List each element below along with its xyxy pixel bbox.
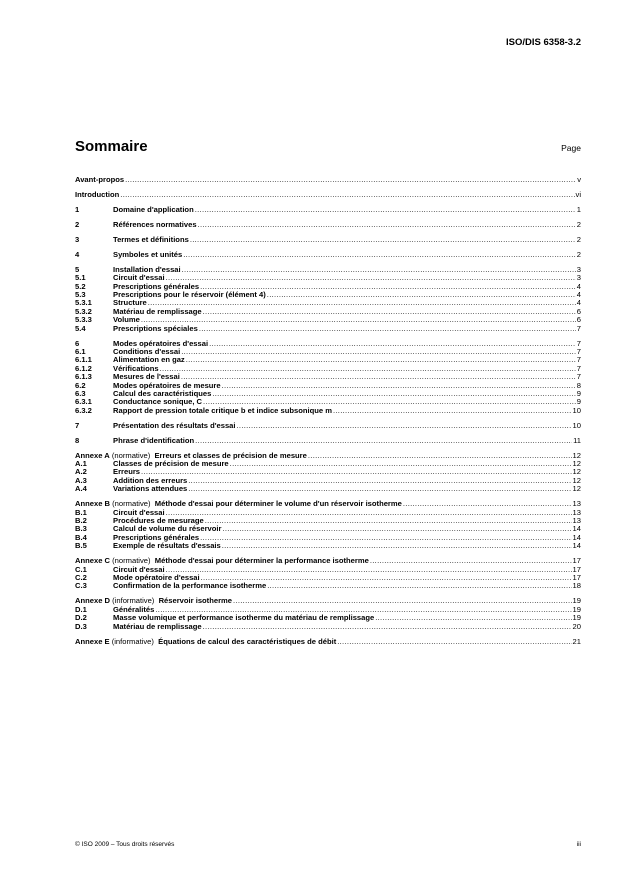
- toc-dot-leader: [166, 274, 576, 282]
- toc-entry-page: 21: [572, 636, 581, 646]
- toc-entry-title: [113, 325, 198, 333]
- toc-entry-page: 6: [576, 315, 581, 325]
- toc-dot-leader: [308, 452, 572, 460]
- toc-dot-leader: [233, 597, 572, 605]
- toc-dot-leader: [205, 517, 572, 525]
- toc-entry-number: A.1: [75, 459, 87, 469]
- toc-entry-page: 17: [572, 572, 581, 582]
- toc-entry-label: Volume: [113, 315, 140, 325]
- toc-dot-leader: [148, 299, 576, 307]
- toc-dot-leader: [370, 557, 572, 565]
- toc-entry-page: 17: [572, 556, 581, 566]
- toc-entry-label: Réservoir isotherme: [158, 596, 233, 606]
- toc-entry-number: D.1: [75, 604, 87, 614]
- toc-entry-label: Présentation des résultats d'essai: [113, 420, 236, 430]
- toc-annex-prefix: Annexe A (normative): [75, 450, 155, 460]
- toc-entry[interactable]: [75, 221, 581, 229]
- toc-entry-label: Méthode d'essai pour déterminer la performance isotherme: [154, 556, 369, 566]
- toc-entry-label: Conditions d'essai: [113, 347, 181, 357]
- toc-entry-label: Erreurs et classes de précision de mesure: [154, 450, 307, 460]
- toc-entry-page: 14: [572, 541, 581, 551]
- toc-entry-number: B.3: [75, 524, 87, 534]
- toc-annex-prefix: Annexe C (normative): [75, 556, 155, 566]
- toc-heading: [75, 138, 581, 155]
- toc-entry-page: 4: [576, 298, 581, 308]
- toc-entry-page: 9: [576, 397, 581, 407]
- toc-entry-number: 5.3.2: [75, 306, 92, 316]
- toc-entry-label: Conductance sonique, C: [113, 397, 203, 407]
- toc-entry[interactable]: [75, 460, 581, 468]
- toc-entry-page: 13: [572, 499, 581, 509]
- toc-entry-label: Matériau de remplissage: [113, 306, 202, 316]
- toc-entry-label: Prescriptions spéciales: [113, 323, 198, 333]
- toc-dot-leader: [230, 460, 572, 468]
- toc-entry-label: Circuit d'essai: [113, 507, 165, 517]
- toc-entry-label: Alimentation en gaz: [113, 355, 185, 365]
- toc-entry-page: 13: [572, 516, 581, 526]
- toc-group-gap: [75, 184, 581, 191]
- toc-entry[interactable]: [75, 437, 581, 445]
- toc-dot-leader: [199, 325, 576, 333]
- toc-dot-leader: [237, 422, 572, 430]
- toc-dot-leader: [267, 291, 576, 299]
- toc-entry-label: Termes et définitions: [113, 234, 189, 244]
- toc-entry-number: 6.1.2: [75, 363, 92, 373]
- toc-entry-page: 6: [576, 306, 581, 316]
- toc-entry-label: Rapport de pression totale critique b et indice subsonique m: [113, 405, 332, 415]
- toc-dot-leader: [195, 206, 576, 214]
- toc-entry-label: Méthode d'essai pour déterminer le volume d'un réservoir isotherme: [154, 499, 402, 509]
- toc-entry-label: Symboles et unités: [113, 249, 183, 259]
- toc-entry-label: Classes de précision de mesure: [113, 459, 229, 469]
- toc-entry-page: 14: [572, 532, 581, 542]
- toc-entry-label: Circuit d'essai: [113, 273, 165, 283]
- page-footer: [75, 841, 581, 848]
- toc-entry[interactable]: [75, 422, 581, 430]
- toc-entry[interactable]: [75, 542, 581, 550]
- toc-dot-leader: [188, 477, 571, 485]
- toc-dot-leader: [188, 485, 571, 493]
- toc-dot-leader: [222, 542, 572, 550]
- toc-dot-leader: [182, 266, 576, 274]
- toc-entry-page: 4: [576, 290, 581, 300]
- toc-entry-label: Calcul des caractéristiques: [113, 388, 212, 398]
- toc-entry-title: [113, 485, 187, 493]
- toc-entry-title: [113, 236, 189, 244]
- toc-entry-number: 5.1: [75, 273, 86, 283]
- toc-entry-page: 18: [572, 581, 581, 591]
- toc-entry-page: 19: [572, 613, 581, 623]
- toc-entry-page: v: [577, 175, 581, 184]
- toc-entry-number: 8: [75, 435, 80, 445]
- toc-dot-leader: [181, 348, 576, 356]
- toc-entry-label: Exemple de résultats d'essais: [113, 541, 221, 551]
- toc-entry-number: 4: [75, 249, 80, 259]
- toc-entry-number: 5.3.1: [75, 298, 92, 308]
- toc-entry-page: 12: [572, 484, 581, 494]
- toc-entry-label: Confirmation de la performance isotherme: [113, 581, 267, 591]
- toc-entry-page: 11: [573, 435, 581, 445]
- toc-entry-label: Calcul de volume du réservoir: [113, 524, 222, 534]
- toc-title: Sommaire: [75, 138, 148, 155]
- toc-entry-title: [75, 191, 119, 199]
- toc-entry-page: 7: [576, 323, 581, 333]
- toc-entry-page: 12: [572, 467, 581, 477]
- toc-entry-label: Variations attendues: [113, 484, 188, 494]
- toc-dot-leader: [403, 500, 572, 508]
- toc-entry-label: Domaine d'application: [113, 204, 194, 214]
- toc-entry-page: 14: [572, 524, 581, 534]
- toc-dot-leader: [222, 382, 576, 390]
- toc-entry-label: Phrase d'identification: [113, 435, 195, 445]
- toc-dot-leader: [166, 566, 572, 574]
- toc-dot-leader: [160, 365, 576, 373]
- toc-entry-title: [75, 638, 336, 646]
- toc-dot-leader: [166, 509, 572, 517]
- toc-entry-number: A.4: [75, 484, 87, 494]
- toc-entry-number: B.1: [75, 507, 87, 517]
- toc-entry-number: 6.1: [75, 347, 86, 357]
- toc-entry-title: [113, 422, 236, 430]
- document-id: ISO/DIS 6358-3.2: [506, 37, 581, 48]
- toc-entry-number: 6.1.3: [75, 372, 92, 382]
- toc-entry-number: 7: [75, 420, 80, 430]
- toc-entry-title: [113, 221, 197, 229]
- toc-entry-page: 7: [576, 355, 581, 365]
- toc-entry-number: 6.3.2: [75, 405, 92, 415]
- toc-entry-number: 6.3.1: [75, 397, 92, 407]
- toc-entry-page: 12: [572, 450, 581, 460]
- toc-entry-page: 10: [572, 420, 581, 430]
- toc-entry-label: Mode opératoire d'essai: [113, 572, 200, 582]
- toc-entry-page: 19: [572, 596, 581, 606]
- toc-entry-label: Équations de calcul des caractéristiques de débit: [158, 636, 337, 646]
- toc-entry-label: Prescriptions générales: [113, 281, 200, 291]
- toc-entry-title: [113, 623, 202, 631]
- toc-entry-number: C.3: [75, 581, 87, 591]
- toc-entry-page: 20: [572, 621, 581, 631]
- toc-entry-number: A.3: [75, 475, 87, 485]
- toc-entry-number: A.2: [75, 467, 87, 477]
- toc-entry-number: B.2: [75, 516, 87, 526]
- toc-entry-label: Erreurs: [113, 467, 141, 477]
- toc-dot-leader: [337, 638, 571, 646]
- toc-entry-page: 2: [576, 219, 581, 229]
- toc-dot-leader: [186, 356, 576, 364]
- toc-entry-page: 12: [572, 459, 581, 469]
- toc-entry[interactable]: [75, 407, 581, 415]
- toc-entry-number: 3: [75, 234, 80, 244]
- toc-entry-label: Circuit d'essai: [113, 564, 165, 574]
- toc-entry-label: Généralités: [113, 604, 155, 614]
- toc-entry-number: 5.3: [75, 290, 86, 300]
- toc-dot-leader: [203, 623, 572, 631]
- toc-entry-number: 5.4: [75, 323, 86, 333]
- toc-entry-number: 5.3.3: [75, 315, 92, 325]
- toc-entry-title: [113, 582, 266, 590]
- toc-entry-page: 2: [576, 234, 581, 244]
- toc-entry-number: D.3: [75, 621, 87, 631]
- toc-entry-number: C.1: [75, 564, 87, 574]
- toc-annex-prefix: Annexe B (normative): [75, 499, 155, 509]
- toc-entry-title: [75, 176, 124, 184]
- toc-entry-label: Matériau de remplissage: [113, 621, 202, 631]
- toc-entry-title: [113, 437, 194, 445]
- toc-dot-leader: [195, 437, 572, 445]
- toc-entry-label: Références normatives: [113, 219, 197, 229]
- toc-entry-title: [113, 542, 221, 550]
- toc-entry[interactable]: [75, 191, 581, 199]
- toc-entry-label: Masse volumique et performance isotherme du matériau de remplissage: [113, 613, 375, 623]
- toc-entry-label: Avant-propos: [75, 175, 125, 184]
- toc-entry[interactable]: [75, 291, 581, 299]
- toc-entry-page: 9: [576, 388, 581, 398]
- toc-entry-page: vi: [575, 189, 581, 199]
- toc-annex-prefix: Annexe E (informative): [75, 636, 159, 646]
- toc-entry-label: Introduction: [75, 189, 120, 199]
- toc-entry[interactable]: [75, 638, 581, 646]
- toc-entry-number: B.5: [75, 541, 87, 551]
- toc-dot-leader: [222, 525, 571, 533]
- toc-entry[interactable]: [75, 325, 581, 333]
- toc-dot-leader: [120, 191, 574, 199]
- toc-entry[interactable]: [75, 176, 581, 184]
- toc-entry-label: Structure: [113, 298, 147, 308]
- toc-entry-number: 1: [75, 204, 80, 214]
- toc-page-label: Page: [561, 143, 581, 153]
- toc-entry-number: 6: [75, 338, 80, 348]
- toc-entry-title: [113, 251, 182, 259]
- toc-entry-page: 4: [576, 281, 581, 291]
- toc-entry-number: 6.3: [75, 388, 86, 398]
- copyright-notice: © ISO 2009 – Tous droits réservés: [75, 841, 175, 848]
- toc-entry-number: 2: [75, 219, 80, 229]
- toc-entry-number: 5.2: [75, 281, 86, 291]
- toc-entry-label: Modes opératoires de mesure: [113, 380, 221, 390]
- toc-dot-leader: [267, 582, 571, 590]
- toc-dot-leader: [375, 614, 571, 622]
- toc-entry-title: [113, 407, 332, 415]
- toc-dot-leader: [200, 534, 571, 542]
- page-number: iii: [576, 841, 581, 848]
- toc-entry-number: 6.1.1: [75, 355, 92, 365]
- toc-entry-page: 10: [572, 405, 581, 415]
- toc-entry-page: 1: [576, 204, 581, 214]
- toc-entry-page: 3: [576, 273, 581, 283]
- toc-entry-page: 7: [576, 338, 581, 348]
- toc-entry-page: 2: [576, 249, 581, 259]
- toc-entry-number: 5: [75, 264, 80, 274]
- toc-dot-leader: [212, 390, 575, 398]
- toc-dot-leader: [183, 251, 576, 259]
- toc-entry-label: Installation d'essai: [113, 264, 181, 274]
- toc-dot-leader: [333, 407, 572, 415]
- toc-dot-leader: [181, 373, 576, 381]
- toc-entry[interactable]: [75, 582, 581, 590]
- toc-entry[interactable]: [75, 485, 581, 493]
- toc-entry-page: 7: [576, 363, 581, 373]
- toc-entry-page: 7: [576, 372, 581, 382]
- toc-entry-label: Vérifications: [113, 363, 159, 373]
- toc-entry-label: Modes opératoires d'essai: [113, 338, 209, 348]
- toc-dot-leader: [203, 308, 576, 316]
- toc-entry-page: 8: [576, 380, 581, 390]
- toc-entry-page: 17: [572, 564, 581, 574]
- toc-entry-label: Mesures de l'essai: [113, 372, 180, 382]
- table-of-contents: [75, 176, 581, 646]
- toc-dot-leader: [141, 468, 572, 476]
- toc-entry-number: C.2: [75, 572, 87, 582]
- toc-entry-label: Procédures de mesurage: [113, 516, 204, 526]
- toc-entry-title: [113, 206, 194, 214]
- toc-entry[interactable]: [75, 236, 581, 244]
- toc-dot-leader: [125, 176, 576, 184]
- toc-entry-page: 3: [576, 264, 581, 274]
- toc-entry[interactable]: [75, 308, 581, 316]
- toc-entry[interactable]: [75, 251, 581, 259]
- toc-entry-label: Prescriptions pour le réservoir (élément 4): [113, 290, 266, 300]
- toc-entry-label: Prescriptions générales: [113, 532, 200, 542]
- toc-dot-leader: [198, 221, 576, 229]
- toc-entry-number: B.4: [75, 532, 87, 542]
- toc-entry-page: 19: [572, 604, 581, 614]
- toc-entry[interactable]: [75, 206, 581, 214]
- toc-entry-label: Addition des erreurs: [113, 475, 188, 485]
- toc-dot-leader: [141, 316, 576, 324]
- toc-entry-page: 7: [576, 347, 581, 357]
- toc-entry-number: 6.2: [75, 380, 86, 390]
- toc-entry[interactable]: [75, 623, 581, 631]
- toc-entry-number: D.2: [75, 613, 87, 623]
- toc-annex-prefix: Annexe D (informative): [75, 596, 159, 606]
- toc-entry-page: 13: [572, 507, 581, 517]
- toc-dot-leader: [209, 340, 576, 348]
- toc-entry-page: 12: [572, 475, 581, 485]
- toc-dot-leader: [190, 236, 576, 244]
